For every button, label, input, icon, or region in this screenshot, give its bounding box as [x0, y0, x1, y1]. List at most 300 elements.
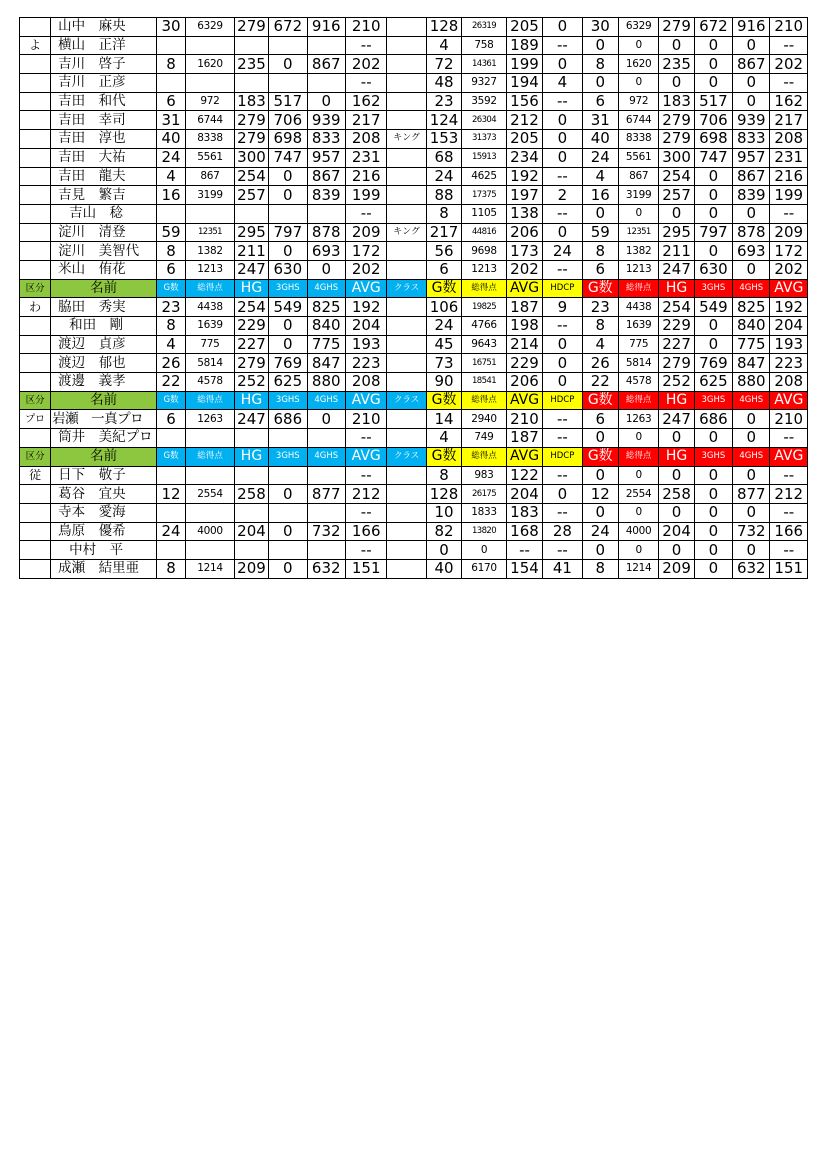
cell-total-points: 4578	[186, 373, 235, 392]
cell-kubun	[20, 503, 51, 522]
cell-kubun: わ	[20, 298, 51, 317]
cell-avg-cum: 122	[506, 466, 542, 485]
header-avg-cum: AVG	[506, 391, 542, 410]
cell-total-points: 5814	[186, 354, 235, 373]
cell-total-points-new: 5814	[618, 354, 658, 373]
header-total-points-cum: 総得点	[462, 391, 507, 410]
cell-4ghs: 833	[307, 130, 345, 149]
cell-4ghs-new: 693	[733, 242, 770, 261]
cell-avg: --	[345, 74, 387, 93]
table-row	[20, 260, 808, 279]
table-row	[20, 167, 808, 186]
cell-kubun	[20, 55, 51, 74]
header-class: クラス	[387, 279, 426, 298]
cell-total-points-new: 1382	[618, 242, 658, 261]
cell-total-points-cum: 9643	[462, 335, 507, 354]
cell-4ghs: 732	[307, 522, 345, 541]
cell-games-new: 4	[582, 167, 618, 186]
cell-kubun	[20, 18, 51, 37]
cell-games-cum: 23	[426, 92, 461, 111]
header-kubun: 区分	[20, 391, 51, 410]
cell-total-points-new: 1214	[618, 559, 658, 578]
cell-class	[387, 111, 426, 130]
cell-games	[157, 204, 186, 223]
cell-4ghs-new: 840	[733, 317, 770, 336]
cell-total-points: 775	[186, 335, 235, 354]
cell-games-new: 24	[582, 148, 618, 167]
cell-games-new: 0	[582, 429, 618, 448]
cell-high-game: 247	[234, 410, 268, 429]
cell-name: 淀川 清登	[51, 223, 157, 242]
cell-3ghs-new: 747	[694, 148, 732, 167]
cell-total-points: 4438	[186, 298, 235, 317]
table-row	[20, 354, 808, 373]
cell-4ghs: 632	[307, 559, 345, 578]
cell-hdcp: --	[543, 466, 582, 485]
cell-3ghs	[269, 429, 307, 448]
header-avg-new: AVG	[770, 279, 808, 298]
header-games-new: G数	[582, 279, 618, 298]
cell-hdcp: 2	[543, 186, 582, 205]
cell-kubun	[20, 354, 51, 373]
header-name: 名前	[51, 279, 157, 298]
cell-games-new: 22	[582, 373, 618, 392]
cell-games-cum: 128	[426, 485, 461, 504]
cell-avg: 172	[345, 242, 387, 261]
cell-high-game-new: 254	[659, 167, 694, 186]
cell-high-game: 183	[234, 92, 268, 111]
cell-total-points-new: 4000	[618, 522, 658, 541]
cell-avg-cum: 205	[506, 130, 542, 149]
cell-avg: --	[345, 204, 387, 223]
cell-class	[387, 204, 426, 223]
cell-kubun	[20, 260, 51, 279]
cell-kubun	[20, 429, 51, 448]
cell-name: 吉田 大祐	[51, 148, 157, 167]
cell-games-new: 0	[582, 541, 618, 560]
cell-avg-new: 231	[770, 148, 808, 167]
cell-total-points	[186, 541, 235, 560]
header-kubun: 区分	[20, 447, 51, 466]
header-3ghs: 3GHS	[269, 391, 307, 410]
cell-name: 日下 敬子	[51, 466, 157, 485]
cell-high-game-new: 0	[659, 503, 694, 522]
cell-name: 渡邊 義孝	[51, 373, 157, 392]
cell-total-points-new: 0	[618, 74, 658, 93]
header-high-game: HG	[234, 391, 268, 410]
cell-high-game: 279	[234, 18, 268, 37]
header-3ghs-new: 3GHS	[694, 447, 732, 466]
cell-high-game-new: 0	[659, 429, 694, 448]
cell-avg-new: 212	[770, 485, 808, 504]
cell-games-cum: 6	[426, 260, 461, 279]
cell-avg: 166	[345, 522, 387, 541]
cell-3ghs-new: 625	[694, 373, 732, 392]
cell-high-game-new: 254	[659, 298, 694, 317]
cell-avg-new: --	[770, 204, 808, 223]
cell-avg-cum: 173	[506, 242, 542, 261]
cell-total-points-new: 5561	[618, 148, 658, 167]
cell-hdcp: 0	[543, 373, 582, 392]
cell-name: 葛谷 宜央	[51, 485, 157, 504]
header-high-game-new: HG	[659, 391, 694, 410]
cell-avg-new: 172	[770, 242, 808, 261]
cell-kubun	[20, 111, 51, 130]
cell-total-points-new: 1263	[618, 410, 658, 429]
cell-3ghs-new: 686	[694, 410, 732, 429]
cell-4ghs	[307, 541, 345, 560]
cell-avg: 209	[345, 223, 387, 242]
cell-high-game-new: 0	[659, 466, 694, 485]
cell-games-cum: 56	[426, 242, 461, 261]
cell-3ghs: 698	[269, 130, 307, 149]
cell-avg-new: 202	[770, 260, 808, 279]
cell-games-cum: 4	[426, 36, 461, 55]
cell-total-points-cum: 26175	[462, 485, 507, 504]
cell-hdcp: 0	[543, 223, 582, 242]
header-hdcp: HDCP	[543, 279, 582, 298]
cell-4ghs: 775	[307, 335, 345, 354]
header-row	[20, 391, 808, 410]
cell-4ghs-new: 0	[733, 260, 770, 279]
cell-avg: 199	[345, 186, 387, 205]
cell-total-points-cum: 14361	[462, 55, 507, 74]
cell-total-points: 1382	[186, 242, 235, 261]
header-avg-new: AVG	[770, 447, 808, 466]
cell-high-game	[234, 74, 268, 93]
cell-4ghs: 0	[307, 260, 345, 279]
cell-high-game	[234, 541, 268, 560]
cell-total-points	[186, 36, 235, 55]
cell-games-new: 24	[582, 522, 618, 541]
cell-games-cum: 82	[426, 522, 461, 541]
cell-total-points-new: 0	[618, 429, 658, 448]
cell-3ghs-new: 0	[694, 74, 732, 93]
cell-avg-cum: 198	[506, 317, 542, 336]
cell-3ghs-new: 0	[694, 317, 732, 336]
cell-high-game-new: 0	[659, 36, 694, 55]
cell-games-cum: 88	[426, 186, 461, 205]
cell-class	[387, 167, 426, 186]
header-games-new: G数	[582, 391, 618, 410]
cell-hdcp: 41	[543, 559, 582, 578]
cell-4ghs-new: 867	[733, 167, 770, 186]
header-total-points-new: 総得点	[618, 391, 658, 410]
cell-games-cum: 68	[426, 148, 461, 167]
cell-total-points-new: 2554	[618, 485, 658, 504]
cell-games-cum: 73	[426, 354, 461, 373]
header-total-points: 総得点	[186, 279, 235, 298]
header-4ghs-new: 4GHS	[733, 447, 770, 466]
cell-kubun	[20, 485, 51, 504]
cell-class	[387, 148, 426, 167]
cell-total-points: 1213	[186, 260, 235, 279]
cell-total-points-cum: 17375	[462, 186, 507, 205]
cell-high-game-new: 0	[659, 74, 694, 93]
cell-hdcp: 0	[543, 18, 582, 37]
cell-3ghs-new: 0	[694, 503, 732, 522]
table-row	[20, 186, 808, 205]
cell-hdcp: 0	[543, 55, 582, 74]
cell-avg-new: --	[770, 74, 808, 93]
cell-high-game: 227	[234, 335, 268, 354]
cell-high-game: 254	[234, 298, 268, 317]
cell-games-cum: 106	[426, 298, 461, 317]
cell-hdcp: 28	[543, 522, 582, 541]
cell-avg: 202	[345, 55, 387, 74]
cell-avg-cum: 229	[506, 354, 542, 373]
cell-total-points: 1639	[186, 317, 235, 336]
cell-high-game: 247	[234, 260, 268, 279]
cell-total-points-cum: 9327	[462, 74, 507, 93]
cell-games-new: 6	[582, 92, 618, 111]
cell-games-new: 4	[582, 335, 618, 354]
cell-class	[387, 559, 426, 578]
cell-class	[387, 485, 426, 504]
cell-kubun	[20, 148, 51, 167]
cell-total-points-cum: 4625	[462, 167, 507, 186]
cell-3ghs-new: 769	[694, 354, 732, 373]
cell-avg-cum: 202	[506, 260, 542, 279]
cell-name: 鳥原 優希	[51, 522, 157, 541]
cell-avg-new: 217	[770, 111, 808, 130]
table-row	[20, 130, 808, 149]
cell-3ghs: 0	[269, 335, 307, 354]
header-games-cum: G数	[426, 391, 461, 410]
cell-high-game-new: 247	[659, 410, 694, 429]
cell-4ghs-new: 877	[733, 485, 770, 504]
cell-3ghs-new: 0	[694, 204, 732, 223]
cell-games: 4	[157, 167, 186, 186]
cell-total-points-new: 867	[618, 167, 658, 186]
cell-avg-cum: 205	[506, 18, 542, 37]
cell-hdcp: 9	[543, 298, 582, 317]
cell-hdcp: --	[543, 410, 582, 429]
cell-avg: 231	[345, 148, 387, 167]
cell-4ghs-new: 775	[733, 335, 770, 354]
cell-games-new: 8	[582, 317, 618, 336]
cell-4ghs-new: 0	[733, 36, 770, 55]
cell-hdcp: 0	[543, 485, 582, 504]
cell-high-game: 254	[234, 167, 268, 186]
cell-name: 吉山 稔	[51, 204, 157, 223]
cell-3ghs-new: 0	[694, 186, 732, 205]
cell-avg-cum: 187	[506, 298, 542, 317]
cell-name: 横山 正洋	[51, 36, 157, 55]
cell-avg-new: 208	[770, 373, 808, 392]
cell-games-cum: 4	[426, 429, 461, 448]
cell-avg-cum: 234	[506, 148, 542, 167]
cell-avg-new: 166	[770, 522, 808, 541]
cell-4ghs-new: 847	[733, 354, 770, 373]
cell-games: 6	[157, 92, 186, 111]
cell-4ghs	[307, 204, 345, 223]
table-row	[20, 317, 808, 336]
cell-high-game: 252	[234, 373, 268, 392]
header-high-game: HG	[234, 447, 268, 466]
header-4ghs-new: 4GHS	[733, 391, 770, 410]
cell-name: 淀川 美智代	[51, 242, 157, 261]
cell-high-game-new: 0	[659, 541, 694, 560]
cell-4ghs-new: 0	[733, 92, 770, 111]
cell-total-points-cum: 26304	[462, 111, 507, 130]
header-total-points-cum: 総得点	[462, 447, 507, 466]
cell-3ghs-new: 517	[694, 92, 732, 111]
cell-3ghs: 630	[269, 260, 307, 279]
cell-games-cum: 0	[426, 541, 461, 560]
cell-3ghs-new: 0	[694, 522, 732, 541]
cell-total-points: 1263	[186, 410, 235, 429]
cell-high-game: 209	[234, 559, 268, 578]
cell-total-points-new: 0	[618, 204, 658, 223]
cell-3ghs	[269, 74, 307, 93]
cell-3ghs-new: 549	[694, 298, 732, 317]
cell-kubun	[20, 522, 51, 541]
table-row	[20, 204, 808, 223]
cell-total-points	[186, 466, 235, 485]
cell-games-cum: 128	[426, 18, 461, 37]
cell-games-new: 23	[582, 298, 618, 317]
cell-kubun	[20, 317, 51, 336]
cell-3ghs-new: 0	[694, 335, 732, 354]
cell-total-points: 3199	[186, 186, 235, 205]
cell-total-points-cum: 26319	[462, 18, 507, 37]
cell-3ghs: 625	[269, 373, 307, 392]
cell-games	[157, 36, 186, 55]
cell-name: 吉川 啓子	[51, 55, 157, 74]
cell-total-points-new: 12351	[618, 223, 658, 242]
cell-total-points-cum: 19825	[462, 298, 507, 317]
cell-games: 59	[157, 223, 186, 242]
cell-high-game-new: 209	[659, 559, 694, 578]
cell-3ghs-new: 672	[694, 18, 732, 37]
cell-4ghs: 877	[307, 485, 345, 504]
table-row	[20, 242, 808, 261]
cell-games-new: 8	[582, 242, 618, 261]
cell-high-game: 295	[234, 223, 268, 242]
cell-name: 岩瀬 一真プロ	[51, 410, 157, 429]
cell-3ghs	[269, 541, 307, 560]
cell-games: 24	[157, 148, 186, 167]
cell-high-game-new: 279	[659, 130, 694, 149]
cell-high-game-new: 252	[659, 373, 694, 392]
cell-3ghs: 706	[269, 111, 307, 130]
cell-high-game: 204	[234, 522, 268, 541]
cell-avg: --	[345, 36, 387, 55]
cell-avg-new: --	[770, 429, 808, 448]
header-kubun: 区分	[20, 279, 51, 298]
cell-4ghs: 0	[307, 410, 345, 429]
cell-games-new: 8	[582, 55, 618, 74]
cell-games-new: 40	[582, 130, 618, 149]
cell-games-new: 26	[582, 354, 618, 373]
cell-total-points-cum: 983	[462, 466, 507, 485]
cell-games-new: 0	[582, 36, 618, 55]
cell-name: 渡辺 郁也	[51, 354, 157, 373]
cell-name: 和田 剛	[51, 317, 157, 336]
cell-total-points: 6329	[186, 18, 235, 37]
header-games: G数	[157, 279, 186, 298]
table-row	[20, 335, 808, 354]
table-row	[20, 373, 808, 392]
cell-class	[387, 92, 426, 111]
cell-avg-new: 162	[770, 92, 808, 111]
cell-high-game	[234, 204, 268, 223]
cell-class	[387, 317, 426, 336]
cell-high-game: 211	[234, 242, 268, 261]
cell-avg-new: 199	[770, 186, 808, 205]
cell-high-game: 279	[234, 354, 268, 373]
cell-games-new: 0	[582, 74, 618, 93]
cell-4ghs: 957	[307, 148, 345, 167]
cell-4ghs-new: 878	[733, 223, 770, 242]
cell-3ghs: 672	[269, 18, 307, 37]
cell-total-points	[186, 503, 235, 522]
cell-3ghs	[269, 204, 307, 223]
cell-avg-new: 210	[770, 410, 808, 429]
cell-games: 6	[157, 410, 186, 429]
cell-hdcp: --	[543, 167, 582, 186]
header-avg-cum: AVG	[506, 279, 542, 298]
cell-4ghs-new: 0	[733, 410, 770, 429]
cell-class	[387, 335, 426, 354]
cell-name: 吉見 繁吉	[51, 186, 157, 205]
header-row	[20, 447, 808, 466]
table-row	[20, 111, 808, 130]
cell-games-cum: 72	[426, 55, 461, 74]
cell-high-game: 235	[234, 55, 268, 74]
cell-high-game-new: 300	[659, 148, 694, 167]
cell-name: 吉川 正彦	[51, 74, 157, 93]
cell-high-game-new: 258	[659, 485, 694, 504]
header-high-game-new: HG	[659, 447, 694, 466]
cell-3ghs-new: 0	[694, 242, 732, 261]
cell-name: 山中 麻央	[51, 18, 157, 37]
cell-kubun	[20, 167, 51, 186]
cell-high-game: 279	[234, 111, 268, 130]
cell-games-cum: 14	[426, 410, 461, 429]
cell-4ghs-new: 825	[733, 298, 770, 317]
header-3ghs: 3GHS	[269, 447, 307, 466]
cell-4ghs: 867	[307, 167, 345, 186]
header-total-points: 総得点	[186, 447, 235, 466]
cell-hdcp: --	[543, 36, 582, 55]
cell-hdcp: 0	[543, 130, 582, 149]
cell-avg-new: 193	[770, 335, 808, 354]
cell-name: 中村 平	[51, 541, 157, 560]
cell-games	[157, 541, 186, 560]
cell-avg: 193	[345, 335, 387, 354]
cell-class	[387, 36, 426, 55]
cell-class	[387, 18, 426, 37]
cell-total-points-new: 1620	[618, 55, 658, 74]
cell-games: 12	[157, 485, 186, 504]
cell-class	[387, 242, 426, 261]
cell-class	[387, 260, 426, 279]
header-hdcp: HDCP	[543, 391, 582, 410]
cell-avg-new: 223	[770, 354, 808, 373]
cell-high-game-new: 183	[659, 92, 694, 111]
cell-kubun	[20, 373, 51, 392]
cell-high-game: 258	[234, 485, 268, 504]
cell-total-points-new: 0	[618, 36, 658, 55]
cell-total-points-cum: 758	[462, 36, 507, 55]
cell-4ghs-new: 632	[733, 559, 770, 578]
cell-3ghs: 0	[269, 522, 307, 541]
table-row	[20, 503, 808, 522]
cell-avg: 192	[345, 298, 387, 317]
cell-games: 8	[157, 317, 186, 336]
